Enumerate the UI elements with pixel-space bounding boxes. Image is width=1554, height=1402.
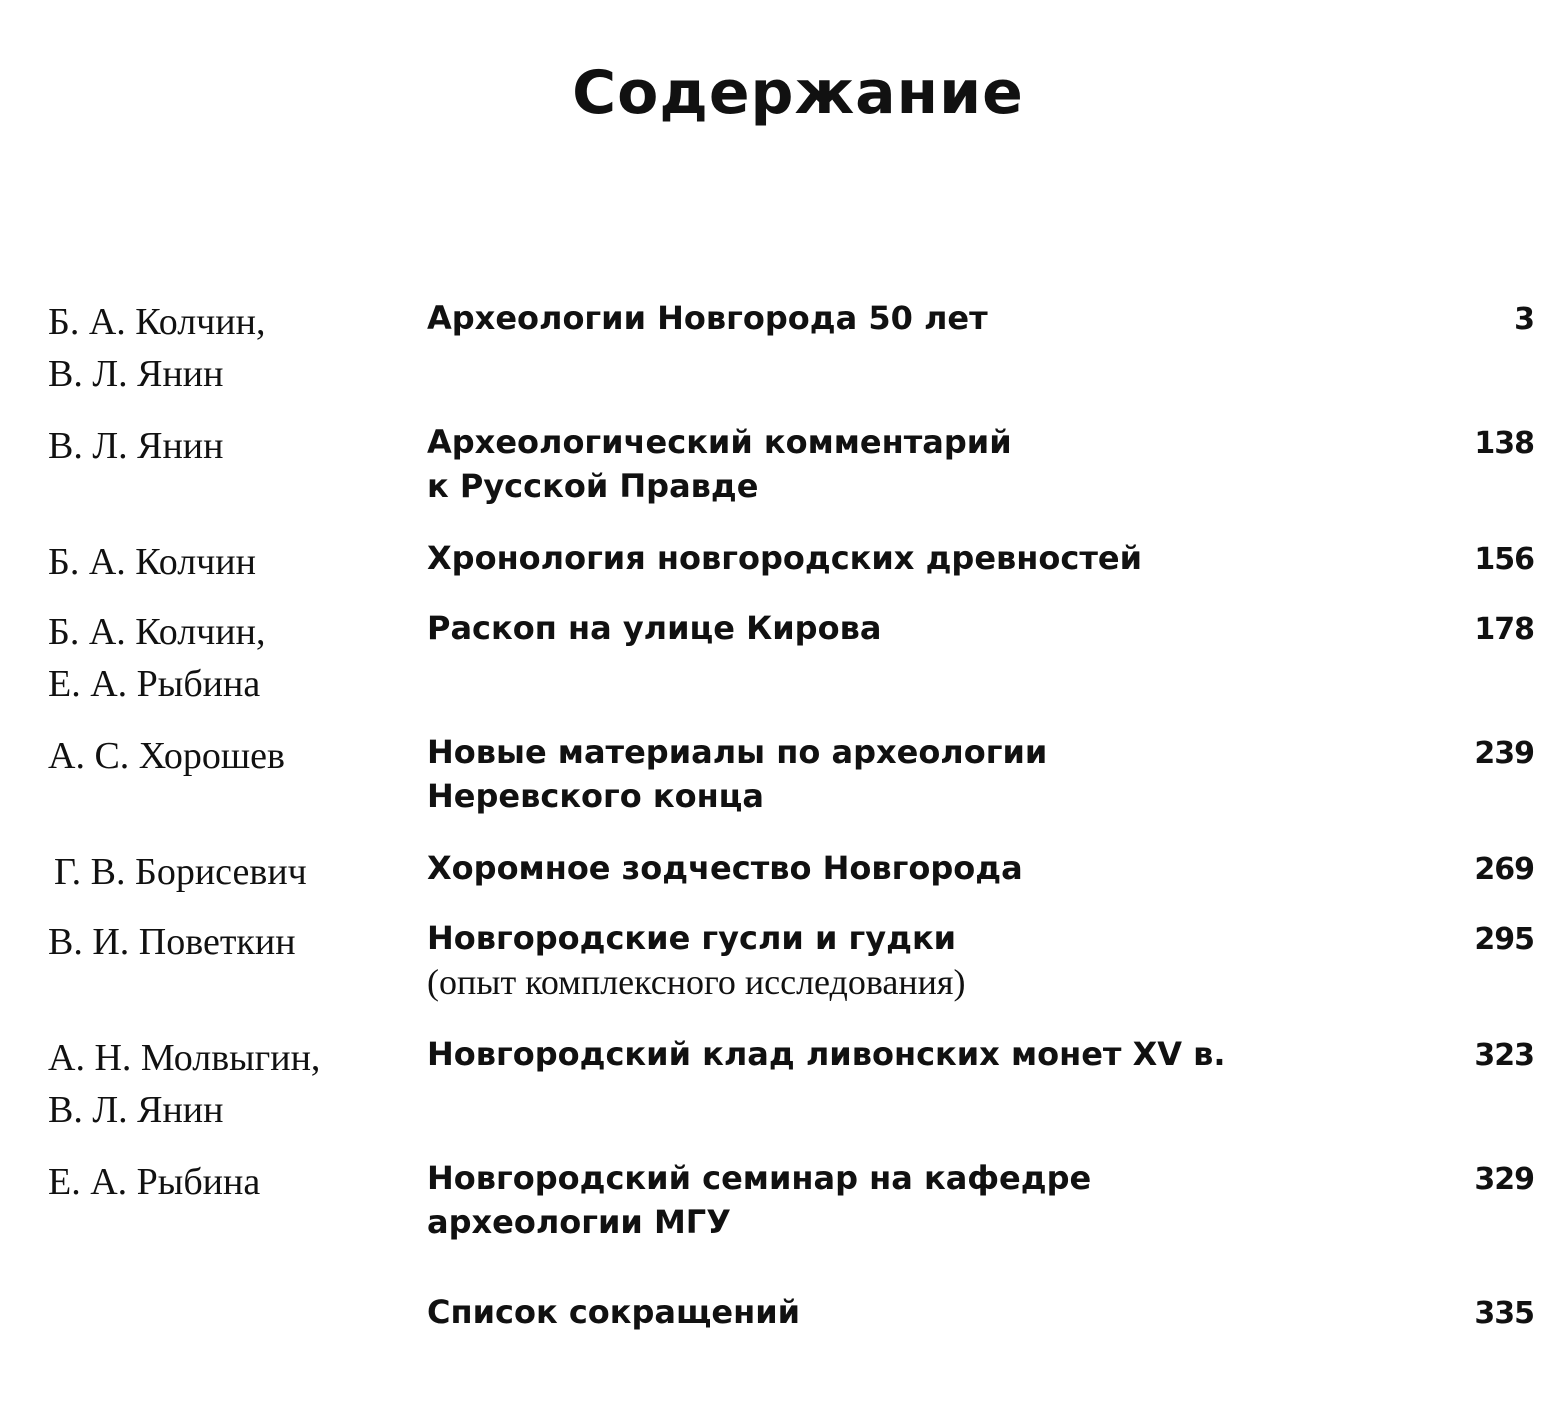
title-line: Список сокращений	[427, 1293, 801, 1331]
entry-authors	[48, 730, 408, 782]
author-name: Е. А. Рыбина	[48, 663, 261, 705]
entry-title	[427, 536, 1367, 580]
entry-authors	[48, 420, 408, 472]
author-name: В. И. Поветкин	[48, 921, 296, 963]
title-line: археологии МГУ	[427, 1203, 731, 1241]
title-line: Археологический комментарий	[427, 423, 1012, 461]
entry-page-number: 138	[1474, 426, 1534, 461]
title-line: Хоромное зодчество Новгорода	[427, 849, 1023, 887]
author-name: Б. А. Колчин	[48, 541, 256, 583]
entry-authors	[48, 296, 408, 400]
page-title: Содержание	[572, 58, 1024, 128]
title-line: Новгородские гусли и гудки	[427, 919, 957, 957]
entry-title	[427, 846, 1367, 890]
entry-title	[427, 1156, 1367, 1244]
entry-page-number: 323	[1474, 1038, 1534, 1073]
author-name: Б. А. Колчин,	[48, 301, 266, 343]
entry-title	[427, 296, 1367, 340]
title-line: Новгородский семинар на кафедре	[427, 1159, 1092, 1197]
entry-page-number: 269	[1474, 852, 1534, 887]
entry-page-number: 156	[1474, 542, 1534, 577]
title-line: Неревского конца	[427, 777, 764, 815]
entry-authors	[48, 606, 408, 710]
entry-title	[427, 1032, 1367, 1076]
title-subtitle: (опыт комплексного исследования)	[427, 962, 966, 1002]
entry-title	[427, 916, 1367, 1004]
title-line: Раскоп на улице Кирова	[427, 609, 882, 647]
author-name: В. Л. Янин	[48, 425, 224, 467]
entry-authors	[48, 1156, 408, 1208]
entry-page-number: 329	[1474, 1162, 1534, 1197]
title-line: Новгородский клад ливонских монет XV в.	[427, 1035, 1226, 1073]
author-name: В. Л. Янин	[48, 1089, 224, 1131]
title-line: Хронология новгородских древностей	[427, 539, 1143, 577]
entry-authors	[54, 846, 414, 898]
author-name: Г. В. Борисевич	[54, 851, 307, 893]
entry-page-number: 178	[1474, 612, 1534, 647]
entry-authors	[48, 1032, 408, 1136]
entry-title	[427, 730, 1367, 818]
entry-title	[427, 606, 1367, 650]
author-name: Е. А. Рыбина	[48, 1161, 261, 1203]
entry-page-number: 295	[1474, 922, 1534, 957]
entry-authors	[48, 536, 408, 588]
title-line: Новые материалы по археологии	[427, 733, 1048, 771]
author-name: Б. А. Колчин,	[48, 611, 266, 653]
author-name: В. Л. Янин	[48, 353, 224, 395]
title-line: Археологии Новгорода 50 лет	[427, 299, 988, 337]
entry-authors	[48, 916, 408, 968]
entry-page-number: 3	[1514, 302, 1534, 337]
entry-title	[427, 1290, 1367, 1334]
author-name: А. Н. Молвыгин,	[48, 1037, 321, 1079]
entry-page-number: 239	[1474, 736, 1534, 771]
title-line: к Русской Правде	[427, 467, 759, 505]
entry-title	[427, 420, 1367, 508]
entry-page-number: 335	[1474, 1296, 1534, 1331]
author-name: А. С. Хорошев	[48, 735, 285, 777]
